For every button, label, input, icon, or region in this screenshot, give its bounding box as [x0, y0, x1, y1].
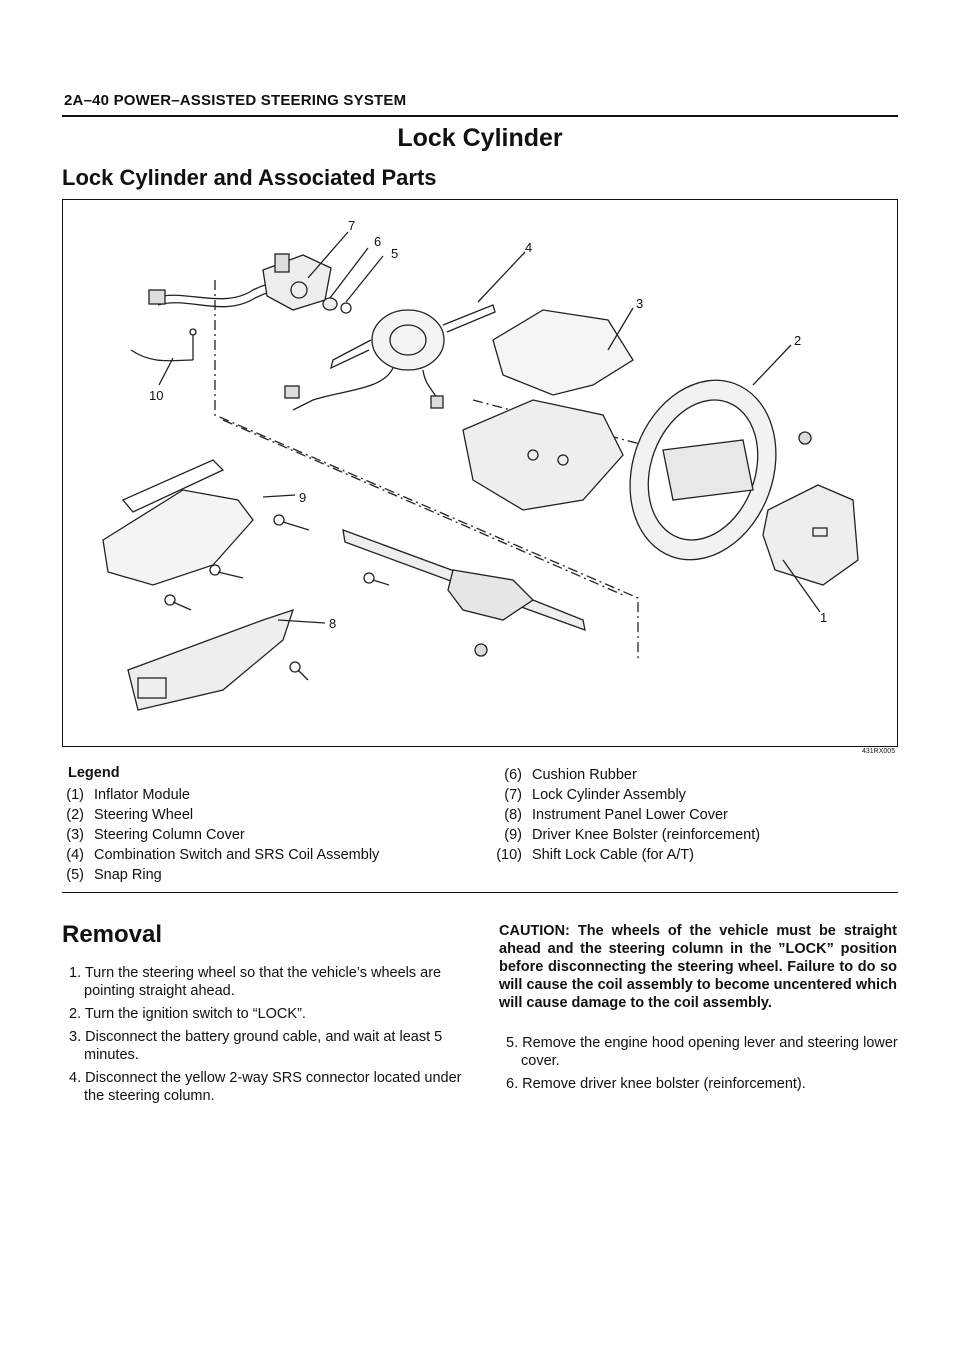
callout-3: 3 [636, 296, 644, 311]
legend-item: (7) Lock Cylinder Assembly [504, 787, 686, 803]
page-title: Lock Cylinder [397, 124, 563, 152]
legend-item: (5) Snap Ring [66, 867, 162, 883]
page-header: 2A–40 POWER–ASSISTED STEERING SYSTEM [64, 92, 407, 109]
removal-step: 5. Remove the engine hood opening lever and steering lower cover. [506, 1035, 898, 1069]
removal-step: 4. Disconnect the yellow 2-way SRS connector located under the steering column. [69, 1070, 462, 1104]
legend-item: (6) Cushion Rubber [504, 767, 637, 783]
legend-item: (8) Instrument Panel Lower Cover [504, 807, 728, 823]
exploded-view-figure [62, 199, 898, 747]
header-rule [62, 115, 898, 117]
legend-left-column [44, 785, 379, 885]
section-subtitle: Lock Cylinder and Associated Parts [62, 165, 437, 190]
callout-2: 2 [794, 333, 802, 348]
legend-rule [62, 892, 898, 893]
removal-step: 1. Turn the steering wheel so that the vehicle’s wheels are pointing straight ahead. [69, 965, 442, 999]
legend-item: (10) Shift Lock Cable (for A/T) [496, 847, 694, 863]
callout-4: 4 [525, 240, 533, 255]
callout-1: 1 [820, 610, 828, 625]
removal-step: 2. Turn the ignition switch to “LOCK”. [69, 1006, 306, 1022]
removal-step: 3. Disconnect the battery ground cable, and wait at least 5 minutes. [69, 1029, 443, 1063]
callout-8: 8 [329, 616, 337, 631]
removal-steps-left [62, 964, 462, 1110]
legend-item: (1) Inflator Module [66, 787, 190, 803]
removal-steps-right [499, 1034, 903, 1098]
removal-heading: Removal [62, 921, 163, 948]
callout-6: 6 [374, 234, 382, 249]
legend-heading: Legend [68, 765, 120, 781]
legend-item: (4) Combination Switch and SRS Coil Assembly [66, 847, 380, 863]
figure-code: 431RX005 [862, 748, 896, 755]
legend-item: (2) Steering Wheel [66, 807, 194, 823]
legend-right-column [482, 765, 760, 865]
legend-item: (9) Driver Knee Bolster (reinforcement) [504, 827, 761, 843]
callout-7: 7 [348, 218, 356, 233]
caution-note: CAUTION: The wheels of the vehicle must be straight ahead and the steering column in the ”LOCK” position before disconnecting the steering wheel. Failure to do so will cause the coil assembly to become uncentered which will cause damage to the coil assembly. [499, 923, 897, 1011]
legend-item: (3) Steering Column Cover [66, 827, 245, 843]
callout-10: 10 [149, 388, 164, 403]
callout-5: 5 [391, 246, 399, 261]
callout-9: 9 [299, 490, 307, 505]
removal-step: 6. Remove driver knee bolster (reinforcement). [506, 1076, 806, 1092]
exploded-view-illustration [63, 200, 897, 746]
